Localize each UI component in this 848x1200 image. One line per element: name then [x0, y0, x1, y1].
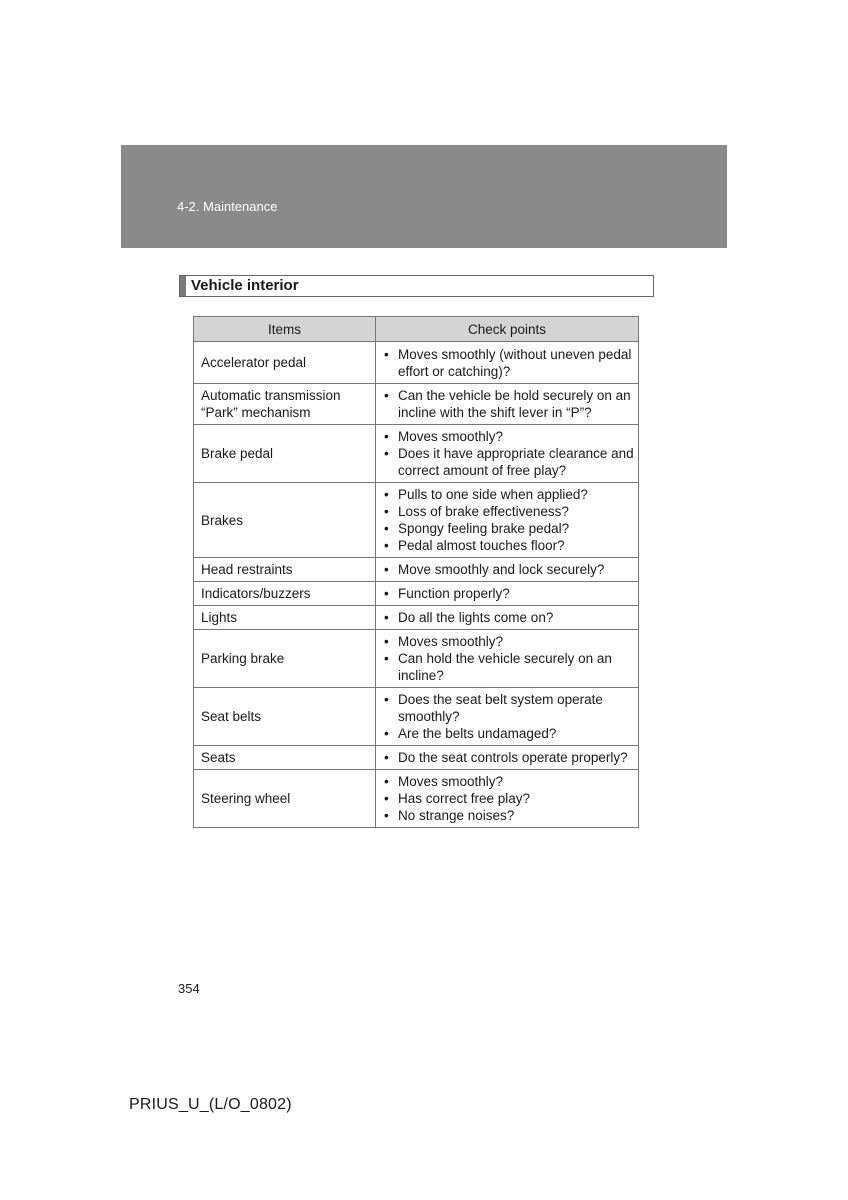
- check-point: • Can hold the vehicle securely on an incline?: [382, 650, 634, 684]
- table-body: [194, 342, 639, 828]
- item-cell: Automatic transmission “Park” mechanism: [194, 384, 376, 425]
- footer-code: PRIUS_U_(L/O_0802): [129, 1096, 292, 1113]
- table-row: [194, 606, 639, 630]
- check-point: • Does it have appropriate clearance and correct amount of free play?: [382, 445, 634, 479]
- table-row: [194, 582, 639, 606]
- item-cell: Seats: [194, 746, 376, 770]
- table-row: [194, 770, 639, 828]
- check-point: • Can the vehicle be hold securely on an incline with the shift lever in “P”?: [382, 387, 634, 421]
- section-title: Vehicle interior: [191, 277, 299, 294]
- table-header-row: [194, 317, 639, 342]
- item-cell: Brakes: [194, 483, 376, 558]
- check-points-list: [382, 428, 634, 479]
- check-points-list: [382, 387, 634, 421]
- column-header-items: Items: [194, 317, 376, 342]
- check-point: • Spongy feeling brake pedal?: [382, 520, 634, 537]
- check-points-list: [382, 691, 634, 742]
- page-number: 354: [178, 981, 200, 996]
- item-cell: Lights: [194, 606, 376, 630]
- check-point: • Moves smoothly?: [382, 633, 634, 650]
- check-points-cell: [376, 630, 639, 688]
- item-cell: Seat belts: [194, 688, 376, 746]
- check-point: • Do all the lights come on?: [382, 609, 634, 626]
- table-row: [194, 746, 639, 770]
- check-points-cell: [376, 606, 639, 630]
- table-row: [194, 688, 639, 746]
- check-points-list: [382, 609, 634, 626]
- item-cell: Brake pedal: [194, 425, 376, 483]
- check-point: • Function properly?: [382, 585, 634, 602]
- item-cell: Indicators/buzzers: [194, 582, 376, 606]
- item-cell: Parking brake: [194, 630, 376, 688]
- check-point: • Pulls to one side when applied?: [382, 486, 634, 503]
- title-accent-bar: [180, 276, 186, 296]
- check-points-cell: [376, 688, 639, 746]
- header-band: [121, 145, 727, 248]
- check-points-cell: [376, 342, 639, 384]
- section-label: 4-2. Maintenance: [177, 199, 278, 214]
- table-row: [194, 558, 639, 582]
- check-points-list: [382, 486, 634, 554]
- item-cell: Accelerator pedal: [194, 342, 376, 384]
- check-point: • No strange noises?: [382, 807, 634, 824]
- check-points-list: [382, 773, 634, 824]
- check-point: • Are the belts undamaged?: [382, 725, 634, 742]
- check-points-cell: [376, 770, 639, 828]
- item-cell: Steering wheel: [194, 770, 376, 828]
- check-points-cell: [376, 384, 639, 425]
- check-points-cell: [376, 558, 639, 582]
- check-point: • Does the seat belt system operate smoothly?: [382, 691, 634, 725]
- check-points-cell: [376, 425, 639, 483]
- section-title-box: [179, 275, 654, 297]
- check-points-list: [382, 561, 634, 578]
- check-points-list: [382, 585, 634, 602]
- table-row: [194, 425, 639, 483]
- check-point: • Moves smoothly (without uneven pedal effort or catching)?: [382, 346, 634, 380]
- item-cell: Head restraints: [194, 558, 376, 582]
- check-point: • Do the seat controls operate properly?: [382, 749, 634, 766]
- check-point: • Moves smoothly?: [382, 773, 634, 790]
- check-points-list: [382, 633, 634, 684]
- check-points-cell: [376, 746, 639, 770]
- table-row: [194, 342, 639, 384]
- table-row: [194, 483, 639, 558]
- check-points-list: [382, 346, 634, 380]
- check-table: [193, 316, 639, 828]
- check-point: • Pedal almost touches floor?: [382, 537, 634, 554]
- check-point: • Moves smoothly?: [382, 428, 634, 445]
- check-point: • Loss of brake effectiveness?: [382, 503, 634, 520]
- check-point: • Move smoothly and lock securely?: [382, 561, 634, 578]
- check-points-cell: [376, 582, 639, 606]
- check-points-cell: [376, 483, 639, 558]
- check-point: • Has correct free play?: [382, 790, 634, 807]
- check-points-list: [382, 749, 634, 766]
- table-row: [194, 630, 639, 688]
- column-header-check-points: Check points: [376, 317, 639, 342]
- table-row: [194, 384, 639, 425]
